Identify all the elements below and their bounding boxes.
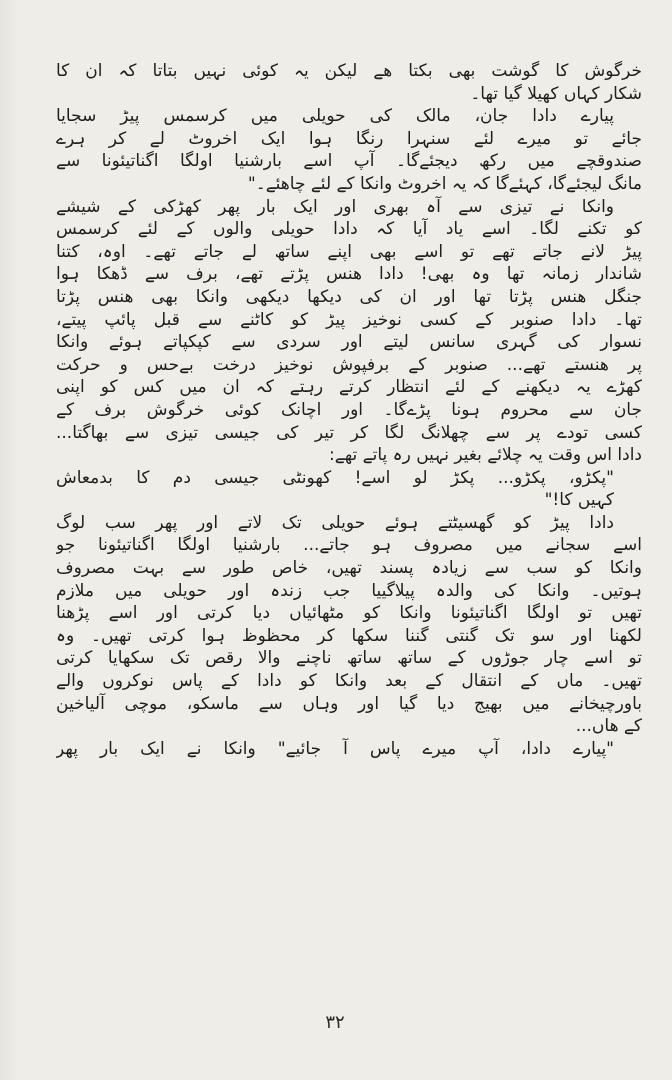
text-line: لکھنا اور سو تک گنتی گننا سکھا کر محظوظ ہوا کرتی تھیں۔ وہ [56, 625, 642, 646]
text-line: دادا پیڑ کو گھسیٹتے ہوئے حویلی تک لاتے اور پھر سب لوگ [56, 512, 614, 533]
text-line: مانگ لیجئےگا، کہئےگا کہ یہ اخروٹ وانکا کے لئے چاھئے۔" [247, 173, 642, 194]
text-line: کو تکنے لگا۔ اسے یاد آیا کہ دادا حویلی والوں کے لئے کرسمس [56, 219, 642, 240]
text-line: پیڑ لانے جاتے تھے تو اسے بھی اپنے ساتھ لے جاتے تھے۔ اوہ، کتنا [56, 241, 642, 262]
text-line: جنگل ھنس پڑتا تھا اور ان کی دیکھا دیکھی وانکا بھی ھنس پڑتا [56, 286, 642, 307]
text-line: پیارے دادا جان، مالک کی حویلی میں کرسمس پیڑ سجایا [56, 106, 614, 127]
text-line: جائے تو میرے لئے سنہرا رنگا ہوا ایک اخروٹ لے کر ہرے [56, 128, 642, 149]
text-line: اسے سجانے میں مصروف ہو جاتے... بارشنیا اولگا اگناتیئونا جو [56, 535, 642, 556]
page-number: ۳۲ [325, 1012, 345, 1033]
text-line: تھا۔ دادا صنوبر کے کسی نوخیز پیڑ کو کاٹنے سے قبل پائپ پیتے، [56, 309, 642, 330]
body-text [56, 60, 642, 760]
text-line: تھیں تو اولگا اگناتیئونا وانکا کو مٹھائیاں دیا کرتی اور اسے پڑھنا [56, 603, 642, 624]
text-line: تھیں۔ ماں کے انتقال کے بعد وانکا کو دادا کے پاس نوکروں والے [56, 671, 642, 692]
text-line: وانکا کو سب سے زیادہ پسند تھیں، خاص طور سے بہت مصروف [56, 558, 642, 579]
text-line: شاندار زمانہ تھا وہ بھی! دادا ھنس پڑتے تھے، برف سے ڈھکا ہوا [56, 264, 642, 285]
text-line: باورچیخانے میں بھیج دیا گیا اور وہاں سے ماسکو، موچی آلیاخین [56, 693, 642, 714]
text-line: صندوقچے میں رکھ دیجئےگا۔ آپ اسے بارشنیا اولگا اگناتیئونا سے [56, 151, 642, 172]
text-line: کھڑے یہ دیکھنے کے لئے انتظار کرتے رہتے کہ ان میں کس کو اپنی [56, 377, 642, 398]
text-line: وانکا نے تیزی سے آہ بھری اور ایک بار پھر کھڑکی کے شیشے [56, 196, 614, 217]
text-line: کسی تودے پر سے چھلانگ لگا کر تیر کی جیسی تیزی سے بھاگتا... [56, 422, 642, 443]
text-line: "پیارے دادا، آپ میرے پاس آ جائیے" وانکا نے ایک بار پھر [56, 738, 614, 759]
text-line: پر ھنستے تھے... صنوبر کے برفپوش نوخیز درخت بےحس و حرکت [56, 354, 642, 375]
text-line: کے ھاں... [575, 716, 642, 737]
text-line: جان سے محروم ہونا پڑےگا۔ اور اچانک کوئی خرگوش برف کے [56, 399, 642, 420]
text-line: کہیں کا!" [544, 490, 614, 511]
text-line: تو اسے چار جوڑوں کے ساتھ ساتھ ناچنے والا رقص تک سکھایا کرتی [56, 648, 642, 669]
text-line: شکار کہاں کھیلا گیا تھا۔ [470, 83, 642, 104]
binding-shadow [0, 0, 18, 1080]
text-line: نسوار کی گہری سانس لیتے اور سردی سے کپکپاتے ہوئے وانکا [56, 332, 642, 353]
text-line: خرگوش کا گوشت بھی بکتا ھے لیکن یہ کوئی نہیں بتاتا کہ ان کا [56, 61, 642, 81]
text-line: دادا اس وقت یہ چلائے بغیر نہیں رہ پاتے تھے: [329, 445, 642, 466]
text-line: ہوتیں۔ وانکا کی والدہ پیلاگییا جب زندہ اور حویلی میں ملازم [56, 580, 642, 601]
text-line: "پکڑو، پکڑو... پکڑ لو اسے! کھونٹی جیسی دم کا بدمعاش [56, 467, 614, 488]
